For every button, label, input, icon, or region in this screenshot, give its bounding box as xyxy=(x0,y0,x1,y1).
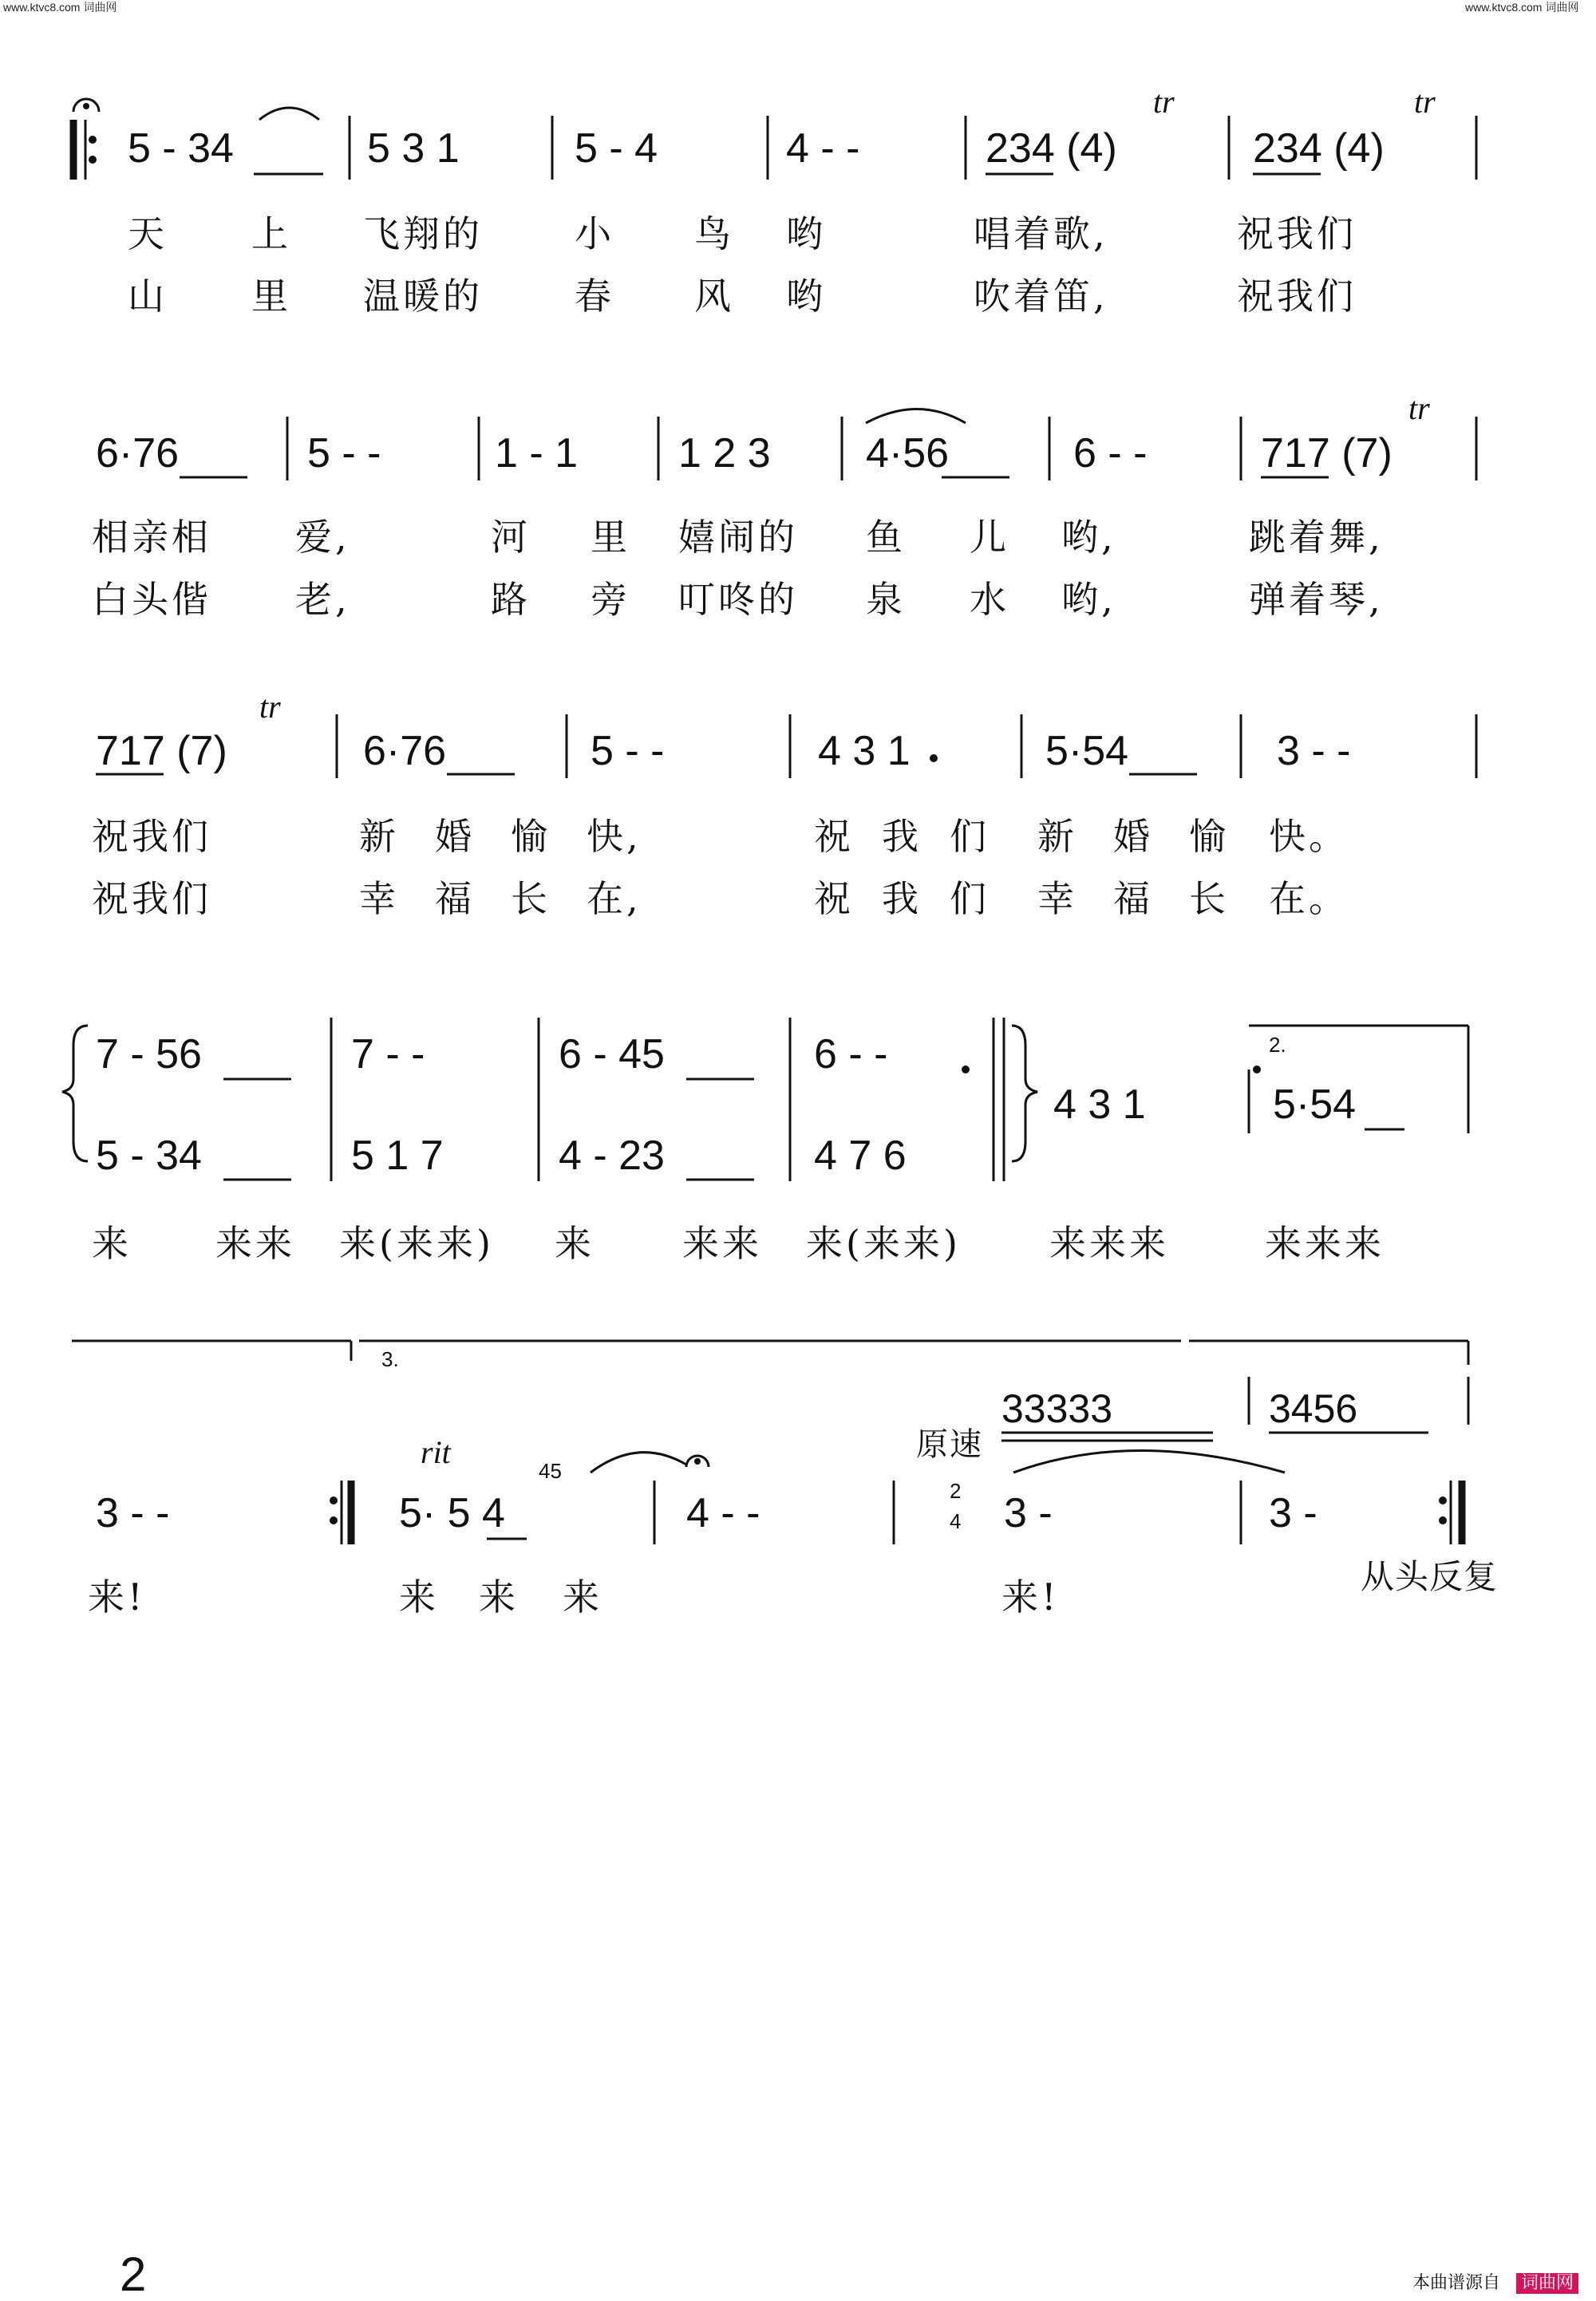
lyric: 唱着歌, xyxy=(974,212,1108,255)
trill-mark: tr xyxy=(1414,84,1436,120)
lyric: 老, xyxy=(295,578,350,621)
measure-2-4: 1 2 3 xyxy=(678,430,771,476)
slur xyxy=(866,409,966,424)
measure-2-5: 4·56 xyxy=(866,430,950,476)
tempo-mark: 原速 xyxy=(916,1426,983,1463)
repeat-dot xyxy=(330,1496,338,1504)
lyric: 来 xyxy=(92,1222,132,1265)
lyric: 愉 xyxy=(1189,815,1229,858)
measure-4-upper-3: 6 - 45 xyxy=(559,1031,665,1077)
trill-mark: tr xyxy=(1153,84,1175,120)
lyric: 来来来 xyxy=(1049,1222,1169,1265)
voice-brace-left xyxy=(62,1026,88,1161)
time-signature-top: 2 xyxy=(950,1479,962,1503)
repeat-instruction: 从头反复 xyxy=(1361,1557,1499,1596)
lyric: 鸟 xyxy=(694,212,734,255)
lyric: 水 xyxy=(970,578,1009,621)
lyric: 温暖的 xyxy=(363,275,483,318)
lyric: 快。 xyxy=(1269,815,1349,858)
lyric: 婚 xyxy=(1113,815,1153,858)
voice-brace-right xyxy=(1012,1026,1037,1161)
lyric: 祝我们 xyxy=(92,815,211,858)
lyric: 我 xyxy=(882,877,922,920)
lyric: 飞翔的 xyxy=(363,212,483,255)
repeat-dot xyxy=(89,156,97,164)
lyric: 来 xyxy=(479,1576,519,1619)
measure-4-upper-4: 6 - - xyxy=(814,1031,888,1077)
lyric: 哟 xyxy=(786,212,826,255)
lyric: 弹着琴, xyxy=(1249,578,1384,621)
footer-source-text: 本曲谱源自 xyxy=(1412,2273,1501,2293)
measure-3-2: 6·76 xyxy=(363,728,447,774)
lyric: 来(来来) xyxy=(339,1222,494,1265)
footer-brand-logo: 词曲网 xyxy=(1516,2273,1578,2294)
lyric: 新 xyxy=(359,815,399,858)
lyric: 长 xyxy=(511,877,551,920)
lyric: 泉 xyxy=(866,578,906,621)
measure-4-tail-2: 5·54 xyxy=(1273,1081,1357,1128)
lyric: 哟 xyxy=(786,275,826,318)
measure-1-6: 234 (4) xyxy=(1253,125,1385,172)
trill-mark: tr xyxy=(259,689,281,725)
lyric: 们 xyxy=(950,815,990,858)
measure-1-1: 5 - 34 xyxy=(128,125,234,172)
lyric: 祝 xyxy=(814,877,854,920)
measure-2-3: 1 - 1 xyxy=(495,430,579,476)
lyric: 里 xyxy=(251,275,291,318)
lyric: 来 xyxy=(563,1576,602,1619)
lyric: 们 xyxy=(950,877,990,920)
lyric: 哟, xyxy=(1061,578,1116,621)
octave-high-dot xyxy=(1253,1065,1261,1073)
ending-3-label: 3. xyxy=(381,1347,399,1371)
lyric: 祝我们 xyxy=(92,877,211,920)
lyric: 吹着笛, xyxy=(974,275,1108,318)
lyric: 旁 xyxy=(591,578,630,621)
measure-1-2: 5 3 1 xyxy=(367,125,460,172)
ending-2-label: 2. xyxy=(1269,1033,1286,1057)
lyric: 路 xyxy=(491,578,531,621)
measure-4-upper-2: 7 - - xyxy=(351,1031,425,1077)
trill-mark: tr xyxy=(1408,390,1430,426)
lyric: 祝我们 xyxy=(1237,275,1357,318)
lyric: 里 xyxy=(591,516,630,559)
lyric: 来来 xyxy=(215,1222,295,1265)
lyric: 上 xyxy=(251,212,291,255)
lyric: 愉 xyxy=(511,815,551,858)
lyric: 婚 xyxy=(435,815,475,858)
measure-5-4: 3 - xyxy=(1004,1490,1053,1536)
slur xyxy=(591,1453,686,1473)
repeat-dot xyxy=(1439,1496,1447,1504)
measure-5-5: 3 - xyxy=(1269,1490,1317,1536)
lyric: 福 xyxy=(435,877,475,920)
lyric: 白头偕 xyxy=(92,578,211,621)
slur xyxy=(1013,1451,1285,1473)
lyric: 来! xyxy=(88,1576,146,1619)
intro-notes-2: 3456 xyxy=(1269,1386,1358,1431)
repeat-dot xyxy=(89,136,97,144)
measure-3-3: 5 - - xyxy=(591,728,665,774)
measure-4-lower-1: 5 - 34 xyxy=(96,1133,202,1179)
measure-3-6: 3 - - xyxy=(1277,728,1351,774)
lyric: 来! xyxy=(1001,1576,1060,1619)
measure-2-1: 6·76 xyxy=(96,430,180,476)
lyric: 祝我们 xyxy=(1237,212,1357,255)
grace-notes: 45 xyxy=(539,1459,562,1483)
lyric: 山 xyxy=(128,275,168,318)
fermata-dot xyxy=(694,1458,701,1465)
lyric: 来来来 xyxy=(1265,1222,1385,1265)
measure-1-3: 5 - 4 xyxy=(575,125,658,172)
measure-1-5: 234 (4) xyxy=(986,125,1117,172)
watermark-left: www.ktvc8.com 词曲网 xyxy=(3,1,117,14)
intro-notes-1: 33333 xyxy=(1001,1386,1113,1431)
repeat-dot xyxy=(1439,1516,1447,1524)
lyric: 风 xyxy=(694,275,734,318)
measure-2-2: 5 - - xyxy=(307,430,381,476)
lyric: 来 xyxy=(399,1576,439,1619)
time-signature-bottom: 4 xyxy=(950,1509,962,1533)
lyric: 相亲相 xyxy=(92,516,211,559)
lyric: 幸 xyxy=(359,877,399,920)
measure-5-2: 5· 5 4 xyxy=(399,1490,505,1536)
lyric: 长 xyxy=(1189,877,1229,920)
watermark-right: www.ktvc8.com 词曲网 xyxy=(1465,1,1579,14)
lyric: 春 xyxy=(575,275,614,318)
lyric: 幸 xyxy=(1037,877,1077,920)
repeat-dot xyxy=(330,1516,338,1524)
measure-2-7: 717 (7) xyxy=(1261,430,1393,476)
ritardando-mark: rit xyxy=(421,1434,451,1470)
lyric: 河 xyxy=(491,516,531,559)
lyric: 小 xyxy=(575,212,614,255)
lyric: 来来 xyxy=(682,1222,762,1265)
lyric: 我 xyxy=(882,815,922,858)
lyric: 哟, xyxy=(1061,516,1116,559)
page-number: 2 xyxy=(120,2248,147,2301)
lyric: 嬉闹的 xyxy=(678,516,798,559)
measure-4-lower-2: 5 1 7 xyxy=(351,1133,444,1179)
lyric: 爱, xyxy=(295,516,350,559)
lyric: 来 xyxy=(555,1222,595,1265)
fermata-dot xyxy=(83,103,89,109)
measure-4-tail-1: 4 3 1 xyxy=(1053,1081,1146,1128)
lyric: 天 xyxy=(128,212,168,255)
measure-3-5: 5·54 xyxy=(1045,728,1129,774)
lyric: 叮咚的 xyxy=(678,578,798,621)
measure-2-6: 6 - - xyxy=(1073,430,1148,476)
lyric: 在。 xyxy=(1269,877,1349,920)
measure-4-lower-3: 4 - 23 xyxy=(559,1133,665,1179)
measure-1-4: 4 - - xyxy=(786,125,860,172)
measure-5-1: 3 - - xyxy=(96,1490,170,1536)
lyric: 在, xyxy=(587,877,642,920)
slur xyxy=(259,108,319,120)
measure-4-lower-4: 4 7 6 xyxy=(814,1133,907,1179)
measure-5-3: 4 - - xyxy=(686,1490,760,1536)
measure-3-4: 4 3 1 xyxy=(818,728,911,774)
measure-3-1: 717 (7) xyxy=(96,728,227,774)
lyric: 跳着舞, xyxy=(1249,516,1384,559)
octave-high-dot xyxy=(962,1065,970,1073)
lyric: 儿 xyxy=(970,516,1009,559)
measure-4-upper-1: 7 - 56 xyxy=(96,1031,202,1077)
lyric: 鱼 xyxy=(866,516,906,559)
lyric: 福 xyxy=(1113,877,1153,920)
lyric: 来(来来) xyxy=(806,1222,961,1265)
lyric: 新 xyxy=(1037,815,1077,858)
octave-high-dot xyxy=(930,754,938,762)
lyric: 祝 xyxy=(814,815,854,858)
lyric: 快, xyxy=(587,815,642,858)
